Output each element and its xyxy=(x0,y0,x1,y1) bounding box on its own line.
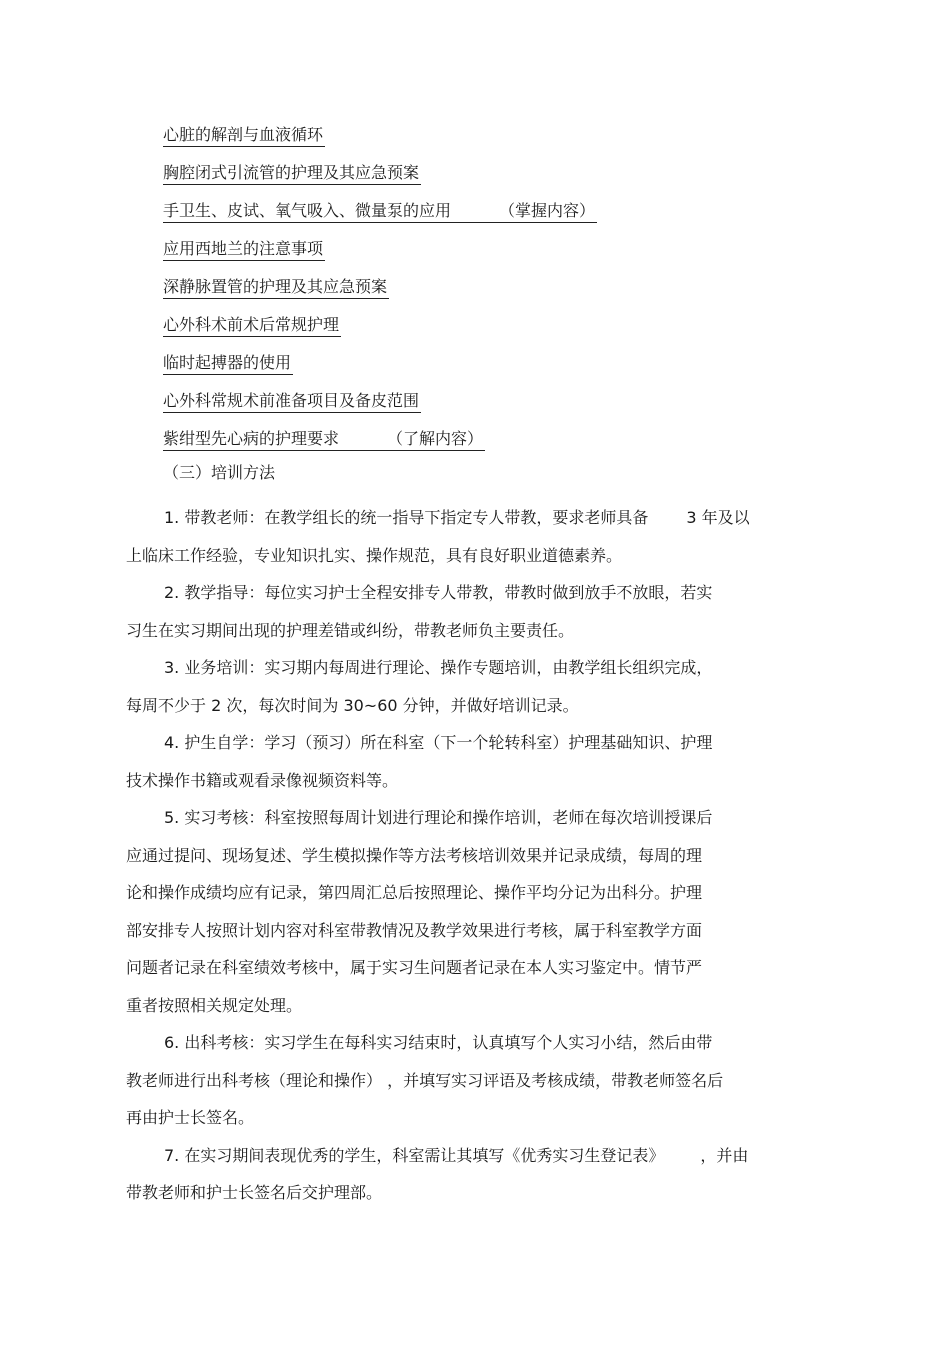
paragraph-line: 2. 教学指导：每位实习护士全程安排专人带教，带教时做到放手不放眼，若实 xyxy=(164,583,713,602)
paragraph-line: 教老师进行出科考核（理论和操作） ，并填写实习评语及考核成绩，带教老师签名后 xyxy=(126,1070,724,1090)
paragraph-line: 再由护士长签名。 xyxy=(126,1108,255,1127)
paragraph-line: 上临床工作经验，专业知识扎实、操作规范，具有良好职业道德素养。 xyxy=(126,545,623,565)
paragraph-line-tail: 3 年及以 xyxy=(686,508,750,527)
paragraph-5 xyxy=(126,799,826,1024)
paragraph-line-tail: ，并由 xyxy=(700,1145,749,1165)
section-heading: （三）培训方法 xyxy=(163,463,276,482)
topic-item xyxy=(163,275,597,313)
topic-text: 手卫生、皮试、氧气吸入、微量泵的应用 xyxy=(163,201,452,220)
paragraph-line: 问题者记录在科室绩效考核中，属于实习生问题者记录在本人实习鉴定中。情节严 xyxy=(126,958,703,977)
topic-item xyxy=(163,161,597,199)
topic-text: 紫绀型先心病的护理要求 xyxy=(163,429,340,448)
paragraph-line: 重者按照相关规定处理。 xyxy=(126,995,303,1015)
paragraph-line: 5. 实习考核：科室按照每周计划进行理论和操作培训，老师在每次培训授课后 xyxy=(164,808,713,827)
topic-text: 心外科常规术前准备项目及备皮范围 xyxy=(163,391,420,410)
topic-item xyxy=(163,199,597,237)
paragraph-7 xyxy=(126,1137,826,1212)
paragraph-line: 3. 业务培训：实习期内每周进行理论、操作专题培训，由教学组长组织完成， xyxy=(164,658,713,677)
topic-item xyxy=(163,389,597,427)
paragraph-line: 带教老师和护士长签名后交护理部。 xyxy=(126,1183,383,1202)
topic-text: 胸腔闭式引流管的护理及其应急预案 xyxy=(163,163,420,182)
topic-item xyxy=(163,237,597,275)
topic-text: 深静脉置管的护理及其应急预案 xyxy=(163,277,388,296)
topic-text: 心脏的解剖与血液循环 xyxy=(163,125,324,144)
topic-item xyxy=(163,427,597,465)
paragraph-3 xyxy=(126,649,826,724)
topic-item xyxy=(163,351,597,389)
paragraph-line: 论和操作成绩均应有记录，第四周汇总后按照理论、操作平均分记为出科分。护理 xyxy=(126,883,703,902)
topic-item xyxy=(163,123,597,161)
topic-item xyxy=(163,313,597,351)
paragraph-line: 6. 出科考核：实习学生在每科实习结束时，认真填写个人实习小结，然后由带 xyxy=(164,1033,713,1052)
paragraph-line: 部安排专人按照计划内容对科室带教情况及教学效果进行考核，属于科室教学方面 xyxy=(126,920,703,940)
paragraph-1 xyxy=(126,499,826,574)
training-methods xyxy=(126,499,826,1212)
paragraph-line: 每周不少于 2 次，每次时间为 30~60 分钟，并做好培训记录。 xyxy=(126,695,579,715)
training-topic-list xyxy=(163,123,597,465)
topic-text: 心外科术前术后常规护理 xyxy=(163,315,340,334)
topic-note: （了解内容） xyxy=(387,429,484,448)
paragraph-line: 7. 在实习期间表现优秀的学生，科室需让其填写《优秀实习生登记表》 xyxy=(164,1145,665,1165)
paragraph-4 xyxy=(126,724,826,799)
paragraph-line: 习生在实习期间出现的护理差错或纠纷，带教老师负主要责任。 xyxy=(126,620,575,640)
topic-text: 临时起搏器的使用 xyxy=(163,353,292,372)
paragraph-line: 4. 护生自学：学习（预习）所在科室（下一个轮转科室）护理基础知识、护理 xyxy=(164,733,713,752)
paragraph-line: 应通过提问、现场复述、学生模拟操作等方法考核培训效果并记录成绩，每周的理 xyxy=(126,845,703,865)
paragraph-6 xyxy=(126,1024,826,1137)
topic-text: 应用西地兰的注意事项 xyxy=(163,239,324,258)
paragraph-2 xyxy=(126,574,826,649)
paragraph-line: 1. 带教老师：在教学组长的统一指导下指定专人带教，要求老师具备 xyxy=(164,508,649,527)
paragraph-line: 技术操作书籍或观看录像视频资料等。 xyxy=(126,770,399,790)
topic-note: （掌握内容） xyxy=(499,201,596,220)
